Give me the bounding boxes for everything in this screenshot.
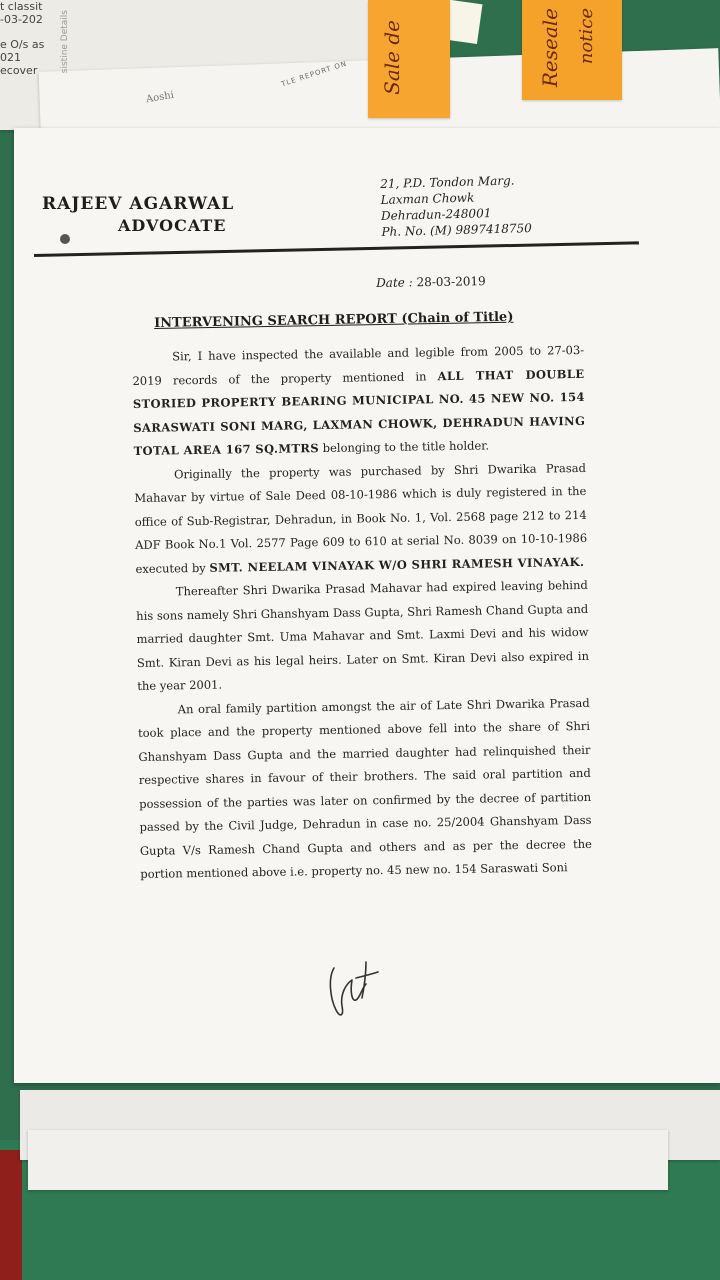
corner-line: t classit <box>0 0 43 13</box>
letterhead-rule <box>34 241 639 257</box>
vertical-label: sistine Details <box>60 10 70 74</box>
corner-line: e O/s as <box>0 38 45 51</box>
tilted-label: TLE REPORT ON <box>280 59 349 89</box>
address-line: 21, P.D. Tondon Marg. <box>380 173 515 191</box>
property-description: ALL THAT DOUBLE STORIED PROPERTY BEARING MUNICIPAL NO. 45 NEW NO. 154 SARASWATI SONI MARG, LAXMAN CHOWK, DEHRADUN HAVING TOTAL AREA 167 SQ.MTRS <box>132 366 586 458</box>
document-page <box>14 128 720 1083</box>
advocate-name: RAJEEV AGARWAL <box>42 194 235 214</box>
background-sheet <box>28 1130 668 1190</box>
paragraph-text: Originally the property was purchased by Shri Dwarika Prasad Mahavar by virtue of Sale Deed 08-10-1986 which is duly registered in the office of Sub-Registrar, Dehradun, in Book No. 1, Vol. 2568 page 212 to 214 ADF Book No.1 Vol. 2577 Page 609 to 610 at serial No. 8039 on 10-10-1986 executed by <box>134 460 588 576</box>
desk-red-strip <box>0 1150 22 1280</box>
paragraph <box>134 456 588 581</box>
paragraph-text: belonging to the title holder. <box>322 438 490 456</box>
sticky-note-text: Sale de <box>380 20 404 95</box>
address-line: Laxman Chowk <box>380 190 475 207</box>
sticky-note-text: Reseale <box>538 8 562 88</box>
handwritten-name: Aoshi <box>145 89 175 106</box>
signature <box>326 958 386 1028</box>
phone-line: Ph. No. (M) 9897418750 <box>381 221 532 239</box>
bullet-mark <box>60 234 70 244</box>
advocate-title: ADVOCATE <box>118 216 227 235</box>
date-value: 28-03-2019 <box>416 274 486 290</box>
sticky-note <box>522 0 622 100</box>
report-title: INTERVENING SEARCH REPORT (Chain of Title) <box>154 309 514 331</box>
date-line <box>376 274 486 290</box>
address-block <box>380 172 532 240</box>
report-body <box>132 339 592 887</box>
executant-name: SMT. NEELAM VINAYAK W/O SHRI RAMESH VINAYAK. <box>209 554 585 575</box>
corner-text <box>0 0 44 77</box>
corner-line: 021 <box>0 51 21 64</box>
paragraph <box>132 339 586 464</box>
address-line: Dehradun-248001 <box>380 206 492 223</box>
corner-line: -03-202 <box>0 13 43 26</box>
paragraph: An oral family partition amongst the air of Late Shri Dwarika Prasad took place and the property mentioned above fell into the share of Shri Ghanshyam Dass Gupta and the married daughter had relinquished their respective shares in favour of their brothers. The said oral partition and possession of the parties was later on confirmed by the decree of partition passed by the Civil Judge, Dehradun in case no. 25/2004 Ghanshyam Dass Gupta V/s Ramesh Chand Gupta and others and as per the decree the portion mentioned above i.e. property no. 45 new no. 154 Saraswati Soni <box>137 695 592 881</box>
corner-line: ecover <box>0 64 38 77</box>
paragraph-text: Sir, I have inspected the available and legible from 2005 to 27-03-2019 records of the property mentioned in <box>132 342 585 388</box>
sticky-note-text: notice <box>576 8 597 65</box>
paragraph: Thereafter Shri Dwarika Prasad Mahavar had expired leaving behind his sons namely Shri Ghanshyam Dass Gupta, Shri Ramesh Chand Gupta and married daughter Smt. Uma Mahavar and Smt. Laxmi Devi and his widow Smt. Kiran Devi as his legal heirs. Later on Smt. Kiran Devi also expired in the year 2001. <box>136 577 590 693</box>
date-label: Date : <box>376 275 413 290</box>
